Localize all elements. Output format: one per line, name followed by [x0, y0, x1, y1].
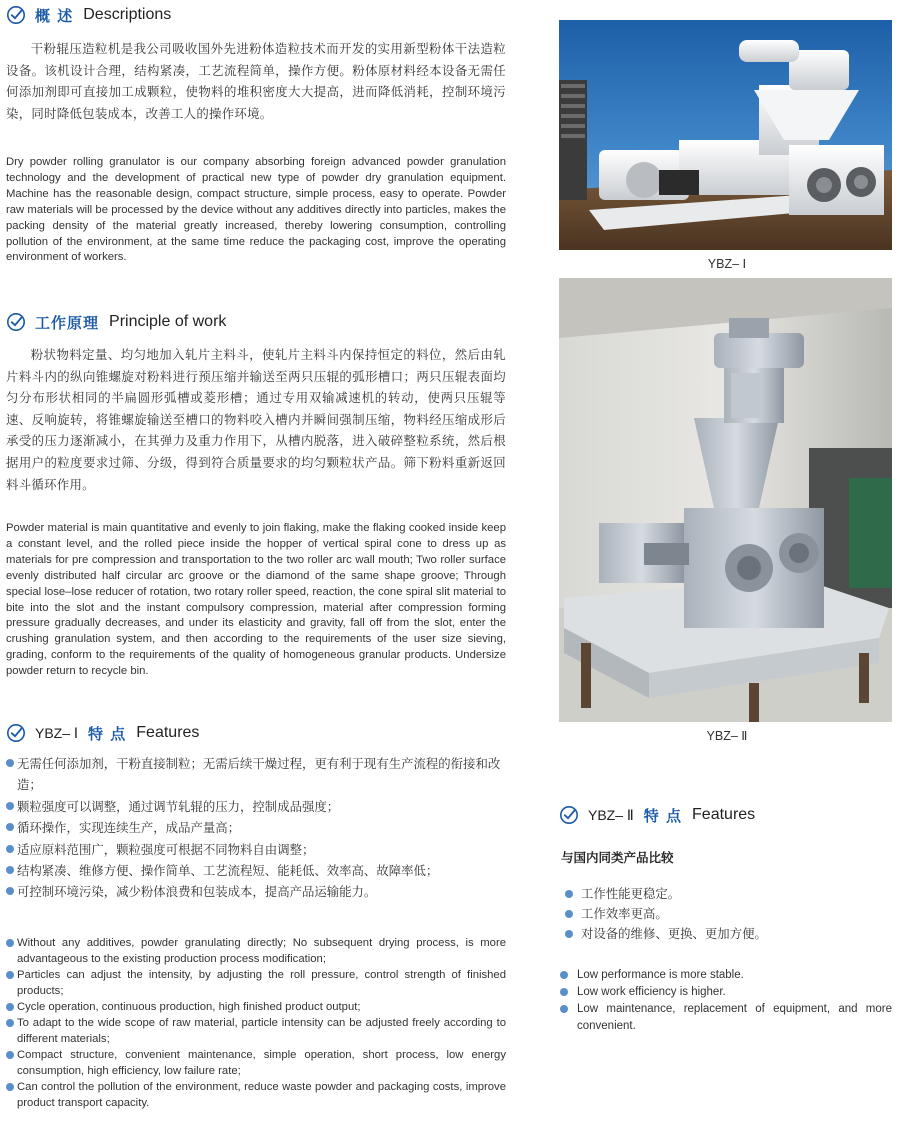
features1-heading	[6, 721, 199, 745]
features2-model: YBZ– Ⅱ	[588, 806, 634, 823]
features2-heading	[559, 803, 755, 827]
features1-list-en	[6, 935, 506, 1111]
principle-title-cn: 工作原理	[35, 313, 100, 332]
bullet-dot-icon	[560, 988, 568, 996]
bullet-dot-icon	[6, 1083, 14, 1091]
features1-list-cn	[6, 753, 506, 903]
descriptions-heading	[6, 3, 171, 27]
list-item: 无需任何添加剂，干粉直接制粒；无需后续干燥过程，更有利于现有生产流程的衔接和改造；	[6, 753, 506, 796]
bullet-dot-icon	[6, 802, 14, 810]
bullet-dot-icon	[565, 910, 573, 918]
bullet-dot-icon	[6, 1003, 14, 1011]
machine-photo-ybz2	[559, 278, 892, 722]
list-item: Low work efficiency is higher.	[559, 984, 892, 1001]
bullet-dot-icon	[6, 759, 14, 767]
list-item: 颗粒强度可以调整，通过调节轧辊的压力，控制成品强度；	[6, 796, 506, 817]
features2-title-en: Features	[692, 806, 756, 823]
principle-text-en: Powder material is main quantitative and evenly to join flaking, make the flaking cooked inside keep a constant level, and the rolled piece inside the hopper of vertical spiral cone to dress up as materials for pre compression and transportation to the two roller arc wall mouth; Two roller surface evenly distributed half circular arc groove or the diamond of the same shape groove; Through special lose–lose reducer of rotation, two rotary roller speed, reaction, the cone spiral slit material to bite into the slot and the instant compulsory compression, material after compression forming pressure gradually decreases, and under its elasticity and gravity, fall off from the slot, enter the crushing granulation system, and then according to the requirements of the user size sieving, grading, conform to the requirements of the quality of homogeneous granular products. Undersize powder return to recycle bin.	[6, 522, 506, 678]
bullet-dot-icon	[6, 939, 14, 947]
comparison-title: 与国内同类产品比较	[561, 850, 674, 865]
list-item: To adapt to the wide scope of raw material, particle intensity can be adjusted freely according to different materials;	[6, 1015, 506, 1047]
list-item: Particles can adjust the intensity, by adjusting the roll pressure, control strength of finished products;	[6, 967, 506, 999]
circle-check-icon	[6, 312, 26, 332]
bullet-dot-icon	[6, 1051, 14, 1059]
bullet-dot-icon	[565, 890, 573, 898]
principle-heading	[6, 310, 226, 334]
circle-check-icon	[6, 5, 26, 25]
features2-list-cn	[559, 884, 895, 944]
bullet-dot-icon	[6, 971, 14, 979]
list-item: 工作性能更稳定。	[559, 884, 895, 904]
circle-check-icon	[559, 805, 579, 825]
circle-check-icon	[6, 723, 26, 743]
machine-photo-ybz1	[559, 20, 892, 250]
list-item: 结构紧凑、维修方便、操作简单、工艺流程短、能耗低、效率高、故障率低；	[6, 860, 506, 881]
list-item: 可控制环境污染，减少粉体浪费和包装成本，提高产品运输能力。	[6, 881, 506, 902]
photo-caption-ybz1: YBZ– Ⅰ	[707, 257, 747, 271]
photo-caption-ybz2: YBZ– Ⅱ	[706, 729, 748, 743]
bullet-dot-icon	[6, 823, 14, 831]
features1-title-cn: 特 点	[88, 724, 127, 743]
bullet-dot-icon	[6, 1019, 14, 1027]
descriptions-title-en: Descriptions	[83, 6, 172, 23]
bullet-dot-icon	[6, 866, 14, 874]
descriptions-title-cn: 概 述	[35, 6, 74, 25]
bullet-dot-icon	[6, 845, 14, 853]
list-item: Cycle operation, continuous production, high finished product output;	[6, 999, 506, 1015]
list-item: Low performance is more stable.	[559, 967, 892, 984]
bullet-dot-icon	[565, 930, 573, 938]
bullet-dot-icon	[6, 887, 14, 895]
principle-text-cn: 粉状物料定量、均匀地加入轧片主料斗，使轧片主料斗内保持恒定的料位，然后由轧片料斗内的纵向锥螺旋对粉料进行预压缩并输送至两只压辊的弧形槽口；两只压辊表面均匀分布形状相同的半扁圆形弧槽或菱形槽；通过专用双输减速机的转动，使两只压辊等速、反响旋转，将锥螺旋输送至槽口的物料咬入槽内并瞬间强制压缩，物料经压缩成形后承受的压力逐渐减小，在其弹力及重力作用下，从槽内脱落，进入破碎整粒系统，然后根据用户的粒度要求过筛、分级，得到符合质量要求的均匀颗粒状产品。筛下粉料重新返回料斗循环作用。	[6, 347, 506, 492]
list-item: Compact structure, convenient maintenance, simple operation, short process, low energy consumption, high efficiency, low failure rate;	[6, 1047, 506, 1079]
list-item: Without any additives, powder granulating directly; No subsequent drying process, is more advantageous to the existing production process modification;	[6, 935, 506, 967]
list-item: Can control the pollution of the environment, reduce waste powder and packaging costs, improve product transport capacity.	[6, 1079, 506, 1111]
features1-title-en: Features	[136, 724, 200, 741]
descriptions-text-en: Dry powder rolling granulator is our company absorbing foreign advanced powder granulation technology and the development of practical new type of powder dry granulation equipment. Machine has the reasonable design, compact structure, simple process, easy to operate. Powder raw materials will be processed by the device without any additives directly into particles, makes the packing density of the material greatly increased, thereby lowering consumption, controlling pollution of the environment, at the same time reduce the packaging cost, improve the operating environment of workers.	[6, 156, 506, 264]
principle-title-en: Principle of work	[109, 313, 227, 330]
list-item: 适应原料范围广，颗粒强度可根据不同物料自由调整；	[6, 839, 506, 860]
bullet-dot-icon	[560, 1005, 568, 1013]
features2-title-cn: 特 点	[643, 806, 683, 825]
list-item: Low maintenance, replacement of equipment, and more convenient.	[559, 1001, 892, 1035]
descriptions-text-cn: 干粉辊压造粒机是我公司吸收国外先进粉体造粒技术而开发的实用新型粉体干法造粒设备。该机设计合理，结构紧凑，工艺流程简单，操作方便。粉体原材料经本设备无需任何添加剂即可直接加工成颗粒，使物料的堆积密度大大提高，进而降低消耗，控制环境污染，同时降低包装成本，改善工人的操作环境。	[6, 41, 506, 121]
features2-list-en	[559, 967, 892, 1035]
features1-model: YBZ– Ⅰ	[35, 724, 79, 741]
list-item: 工作效率更高。	[559, 904, 895, 924]
list-item: 循环操作，实现连续生产，成品产量高；	[6, 817, 506, 838]
bullet-dot-icon	[560, 971, 568, 979]
list-item: 对设备的维修、更换、更加方便。	[559, 924, 895, 944]
